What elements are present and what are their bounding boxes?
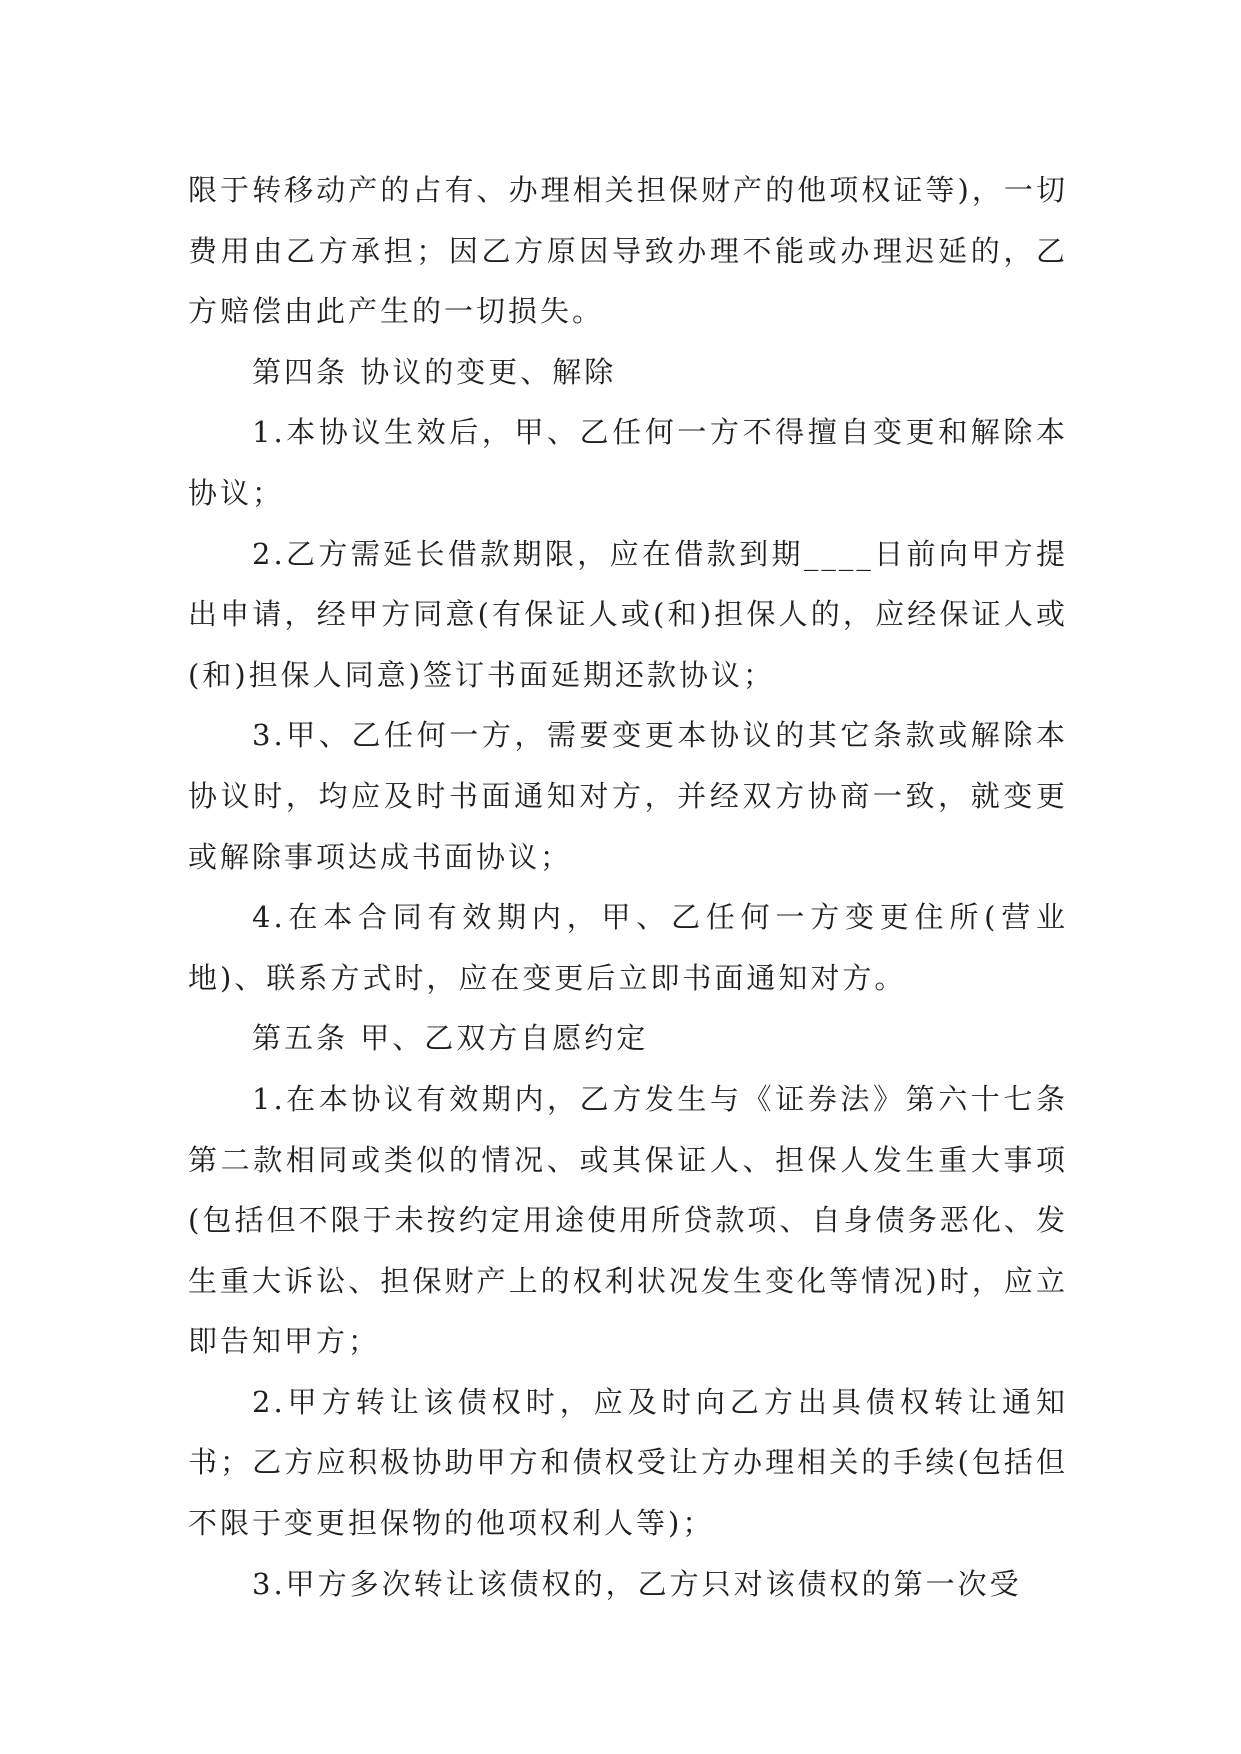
clause-4-3: 3.甲、乙任何一方，需要变更本协议的其它条款或解除本协议时，均应及时书面通知对方，并经双方协商一致，就变更或解除事项达成书面协议；: [188, 718, 1068, 874]
section-heading-article-5: 第五条 甲、乙双方自愿约定: [252, 1021, 649, 1056]
clause-5-1: 1.在本协议有效期内，乙方发生与《证券法》第六十七条第二款相同或类似的情况、或其保证人、担保人发生重大事项(包括但不限于未按约定用途使用所贷款项、自身债务恶化、发生重大诉讼、担保财产上的权利状况发生变化等情况)时，应立即告知甲方；: [188, 1081, 1068, 1359]
clause-4-4: 4.在本合同有效期内，甲、乙任何一方变更住所(营业地)、联系方式时，应在变更后立即书面通知对方。: [188, 900, 1068, 995]
clause-4-1: 1.本协议生效后，甲、乙任何一方不得擅自变更和解除本协议；: [188, 415, 1068, 510]
document-body: [188, 160, 1068, 1614]
paragraph-continuation: 限于转移动产的占有、办理相关担保财产的他项权证等)，一切费用由乙方承担；因乙方原因导致办理不能或办理迟延的，乙方赔偿由此产生的一切损失。: [188, 173, 1068, 329]
clause-4-2: 2.乙方需延长借款期限，应在借款到期____日前向甲方提出申请，经甲方同意(有保证人或(和)担保人的，应经保证人或(和)担保人同意)签订书面延期还款协议；: [188, 536, 1068, 692]
section-heading-article-4: 第四条 协议的变更、解除: [252, 354, 617, 389]
clause-5-3: 3.甲方多次转让该债权的，乙方只对该债权的第一次受: [252, 1566, 1022, 1601]
clause-5-2: 2.甲方转让该债权时，应及时向乙方出具债权转让通知书；乙方应积极协助甲方和债权受让方办理相关的手续(包括但不限于变更担保物的他项权利人等)；: [188, 1384, 1068, 1541]
